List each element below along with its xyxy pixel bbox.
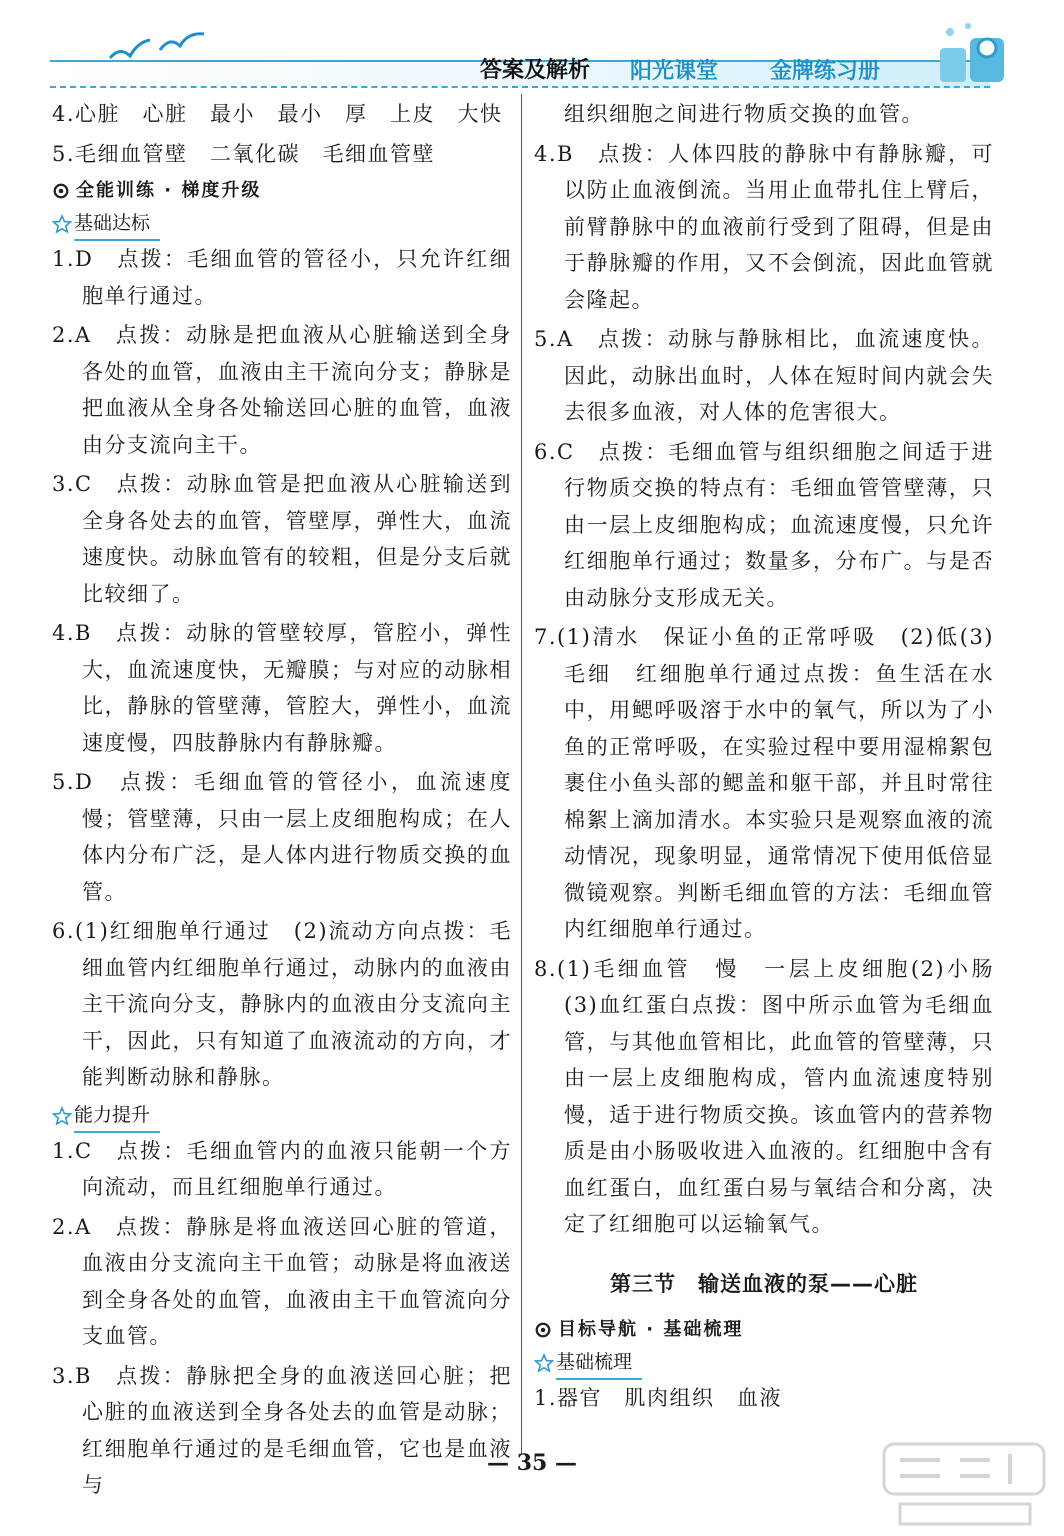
watermark-logo — [880, 1440, 1050, 1530]
answer-line: 液由分支流向主干。 — [82, 396, 512, 457]
answer-line: 分布广泛，是人体内进行物质交换的血管。 — [82, 843, 513, 904]
telescope-icon — [910, 18, 1030, 86]
answer-line: 由动脉分支形成无关。 — [564, 585, 789, 610]
answer-item — [534, 136, 994, 319]
chapter-title: 第三节 输送血液的泵——心脏 — [610, 1271, 918, 1296]
right-column — [534, 96, 1017, 1419]
answer-item — [52, 136, 512, 173]
left-column — [52, 96, 512, 1507]
answer-line: 是由于静脉瓣的作用，又不会倒流，因此血 — [564, 214, 995, 275]
gear-icon — [534, 1321, 552, 1339]
answer-line: 3.C 点拨：动脉血管是把血液从心脏输送到 — [52, 472, 512, 496]
answer-line: 血管的方法：毛细血管内红细胞单行通过。 — [564, 880, 994, 941]
answer-line: 行物质交换的特点有：毛细血管管壁薄，只 — [564, 476, 994, 500]
answer-line: 质交换。该血管内的营养物质是由小肠吸 — [564, 1102, 995, 1163]
answer-line: 4.B 点拨：人体四肢的静脉中有静脉瓣，可 — [534, 141, 994, 166]
answer-item — [534, 619, 994, 948]
answer-line: 大，血流速度快，无瓣膜；与对应的动脉相 — [82, 657, 512, 682]
answer-line: 5.D 点拨：毛细血管的管径小，血流速度慢； — [52, 770, 512, 831]
star-icon — [52, 1106, 72, 1126]
answer-line: 全身各处去的血管，管壁厚，弹性大，血流 — [82, 508, 512, 533]
answer-line: 收进入血液的。红细胞中含有血红蛋白，血 — [564, 1139, 995, 1200]
answer-item — [52, 96, 512, 133]
answer-line: 6.(1)红细胞单行通过 (2)流动方向 — [52, 919, 421, 943]
answer-line: 度慢，四肢静脉内有静脉瓣。 — [104, 730, 397, 755]
answer-line: 程中要用湿棉絮包裹住小鱼头部的鳃盖和 — [564, 734, 995, 795]
answer-line: 血液由分支流向主干血管；动脉是将血液 — [82, 1251, 490, 1275]
star-icon — [534, 1353, 554, 1373]
section-heading-text: 全能训练 · 梯度升级 — [76, 180, 262, 201]
answer-line: 点拨：图中所示血管为毛细血管，与其他血 — [564, 993, 995, 1054]
answer-line: 去很多血液，对人体的危害很大。 — [564, 400, 902, 424]
answer-line: 管相比，此血管的管壁薄，只由一层上皮细 — [564, 1029, 995, 1090]
answer-line: 以运输氧气。 — [699, 1212, 834, 1236]
answer-item — [534, 1380, 994, 1417]
subsection-heading-text: 基础梳理 — [556, 1346, 642, 1380]
answer-line: 由一层上皮细胞构成；血流速度慢，只允许 — [564, 512, 994, 537]
answer-line: 红蛋白易与氧结合和分离，决定了红细胞可 — [564, 1175, 995, 1236]
page-header — [40, 18, 1040, 86]
answer-line: 胞单行通过。 — [82, 283, 217, 308]
answer-line: 的血液由主干流向分支，静脉内的血液由 — [82, 955, 513, 1016]
answer-item — [52, 913, 512, 1096]
gear-icon — [52, 182, 70, 200]
answer-line: (3)毛细 红细胞单行通过 — [564, 625, 994, 686]
section-heading — [52, 175, 512, 207]
answer-line: 把血液从全身各处输送回心脏的血管，血 — [82, 396, 490, 420]
subsection-heading-text: 能力提升 — [74, 1099, 160, 1133]
answer-line: 5.A 点拨：动脉与静脉相比，血流速度快。 — [534, 327, 994, 351]
answer-line: 2.A 点拨：动脉是把血液从心脏输送到全身 — [52, 323, 512, 347]
column-divider — [521, 94, 522, 1454]
answer-line: 胞构成，管内血流速度特别慢，适于进行物 — [564, 1066, 995, 1127]
header-brand-secondary: 金牌练习册 — [770, 58, 881, 84]
answer-line: 就比较细了。 — [82, 545, 512, 606]
spacer — [52, 1504, 512, 1507]
answer-item — [52, 241, 512, 314]
answer-item — [52, 615, 512, 761]
answer-line: 7.(1)清水 保证小鱼的正常呼吸 (2)低 — [534, 625, 960, 649]
subsection-heading-text: 基础达标 — [74, 207, 160, 241]
answer-line: 点拨：毛细血管内红细胞单行通过，动脉内 — [82, 919, 513, 980]
answer-line: 4.B 点拨：动脉的管壁较厚，管腔小，弹性 — [52, 621, 512, 645]
answer-line: 分支流向主干，因此，只有知道了血液流动 — [82, 992, 513, 1053]
answer-line: 管就会隆起。 — [564, 251, 995, 312]
answer-line: 1.C 点拨：毛细血管内的血液只能朝一个方 — [52, 1138, 512, 1163]
answer-line: 送到全身各处的血管，血液由主干血管流 — [82, 1251, 512, 1312]
answer-line: 1.D 点拨：毛细血管的管径小，只允许红细 — [52, 247, 512, 271]
answer-item — [534, 951, 1017, 1243]
section-heading — [534, 1314, 994, 1346]
answer-line: 管壁薄，只由一层上皮细胞构成；在人体内 — [82, 806, 513, 867]
answer-item — [52, 1358, 512, 1504]
answer-line: 以防止血液倒流。当用止血带扎住上臂 — [564, 178, 949, 202]
answer-line: 点拨：鱼生活在水中，用鳃呼吸溶于水中的 — [564, 661, 995, 722]
answer-item — [52, 1133, 512, 1206]
answer-line: 的方向，才能判断动脉和静脉。 — [82, 1028, 513, 1089]
answer-line: 1.器官 肌肉组织 血液 — [534, 1385, 783, 1410]
answer-line: 向分支血管。 — [82, 1287, 513, 1348]
answer-line: 4.心脏 心脏 最小 最小 厚 上皮 大 — [52, 102, 481, 126]
star-icon — [52, 214, 72, 234]
spacer — [534, 1243, 994, 1246]
spacer — [534, 1416, 994, 1419]
answer-line: 3.B 点拨：静脉把全身的血液送回心脏；把心 — [52, 1363, 512, 1424]
answer-line: 细胞单行通过的是毛细血管，它也是血液与 — [82, 1436, 513, 1497]
answer-line: 组织细胞之间进行物质交换的血管。 — [564, 102, 924, 126]
answer-line: 氧气，所以为了小鱼的正常呼吸，在实验过 — [564, 698, 995, 759]
answer-line: 2.A 点拨：静脉是将血液送回心脏的管道， — [52, 1214, 512, 1239]
answer-line: 因此，动脉出血时，人体在短时间内就会失 — [564, 363, 994, 388]
answer-line: 6.C 点拨：毛细血管与组织细胞之间适于进 — [534, 439, 994, 464]
subsection-heading — [52, 1099, 512, 1133]
header-brand-primary: 阳光课堂 — [630, 58, 719, 84]
answer-item — [534, 321, 994, 431]
answer-line: 5.毛细血管壁 二氧化碳 毛细血管壁 — [52, 141, 436, 166]
answer-line: 8.(1)毛细血管 慢 一层上皮细胞 — [534, 956, 911, 981]
answer-item — [52, 466, 512, 612]
answer-item — [52, 764, 512, 910]
subsection-heading — [534, 1346, 994, 1380]
answer-line: 常情况下使用低倍显微镜观察。判断毛细 — [564, 844, 995, 905]
answer-line: 比，静脉的管壁薄，管腔大，弹性小，血流速 — [82, 694, 512, 755]
answer-line: 向流动，而且红细胞单行通过。 — [82, 1175, 397, 1199]
answer-item — [52, 317, 512, 463]
answer-line: 验只是观察血液的流动情况，现象明显，通 — [564, 807, 995, 868]
subsection-heading — [52, 207, 512, 241]
answer-item — [52, 1209, 512, 1355]
answer-line: 躯干部，并且时常往棉絮上滴加清水。本实 — [564, 771, 995, 832]
section-heading-text: 目标导航 · 基础梳理 — [558, 1318, 744, 1340]
answer-item — [534, 434, 994, 617]
answer-line: 各处的血管，血液由主干流向分支；静脉是 — [82, 359, 512, 384]
answer-line: 速度快。动脉血管有的较粗，但是分支后 — [82, 545, 490, 569]
answer-line: 快 — [480, 102, 503, 126]
answer-item — [534, 96, 994, 133]
page-number: — 35 — — [487, 1450, 577, 1476]
answer-line: 红细胞单行通过；数量多，分布广。与是否 — [564, 549, 994, 573]
answer-line: 脏的血液送到全身各处去的血管是动脉；红 — [82, 1400, 513, 1461]
birds-icon — [100, 28, 220, 68]
answer-line: (2)小肠 (3)血红蛋白 — [564, 956, 1017, 1017]
answer-line: 后，前臂静脉中的血液前行受到了阻碍，但 — [564, 178, 995, 239]
header-answers-label: 答案及解析 — [480, 58, 591, 83]
